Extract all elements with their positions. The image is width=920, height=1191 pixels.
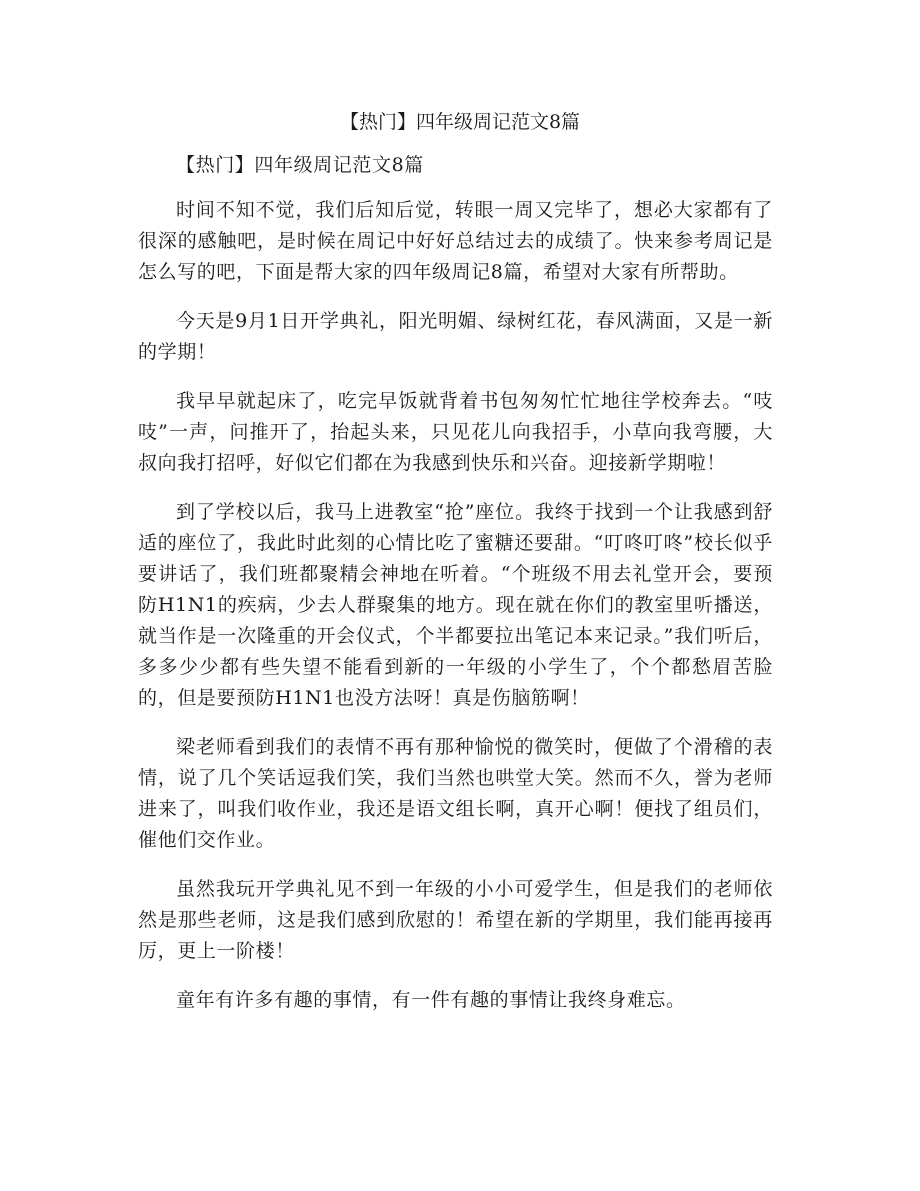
paragraph-hope: 虽然我玩开学典礼见不到一年级的小小可爱学生，但是我们的老师依然是那些老师，这是我们感到欣慰的！希望在新的学期里，我们能再接再厉，更上一阶楼！ <box>138 878 773 962</box>
paragraph-classroom: 到了学校以后，我马上进教室“抢”座位。我终于找到一个让我感到舒适的座位了，我此时此刻的心情比吃了蜜糖还要甜。“叮咚叮咚”校长似乎要讲话了，我们班都聚精会神地在听着。“个班级不用去礼堂开会，要预防H1N1的疾病，少去人群聚集的地方。现在就在你们的教室里听播送，就当作是一次隆重的开会仪式，个半都要拉出笔记本来记录。”我们听后，多多少少都有些失望不能看到新的一年级的小学生了，个个都愁眉苦脸的，但是要预防H1N1也没方法呀！真是伤脑筋啊！ <box>138 501 773 709</box>
paragraph-opening-day: 今天是9月1日开学典礼，阳光明媚、绿树红花，春风满面，又是一新的学期！ <box>138 310 773 363</box>
paragraph-subtitle: 【热门】四年级周记范文8篇 <box>176 154 424 176</box>
document-title: 【热门】四年级周记范文8篇 <box>339 111 581 133</box>
paragraph-morning: 我早早就起床了，吃完早饭就背着书包匆匆忙忙地往学校奔去。“吱吱”一声，问推开了，抬起头来，只见花儿向我招手，小草向我弯腰，大叔向我打招呼，好似它们都在为我感到快乐和兴奋。迎接新学期啦！ <box>138 390 773 474</box>
paragraph-childhood: 童年有许多有趣的事情，有一件有趣的事情让我终身难忘。 <box>176 989 686 1011</box>
document-body <box>138 150 773 1034</box>
paragraph-teacher: 梁老师看到我们的表情不再有那种愉悦的微笑时，便做了个滑稽的表情，说了几个笑话逗我们笑，我们当然也哄堂大笑。然而不久，誉为老师进来了，叫我们收作业，我还是语文组长啊，真开心啊！便找了组员们，催他们交作业。 <box>138 736 773 851</box>
paragraph-intro: 时间不知不觉，我们后知后觉，转眼一周又完毕了，想必大家都有了很深的感触吧，是时候在周记中好好总结过去的成绩了。快来参考周记是怎么写的吧，下面是帮大家的四年级周记8篇，希望对大家有所帮助。 <box>138 199 773 283</box>
